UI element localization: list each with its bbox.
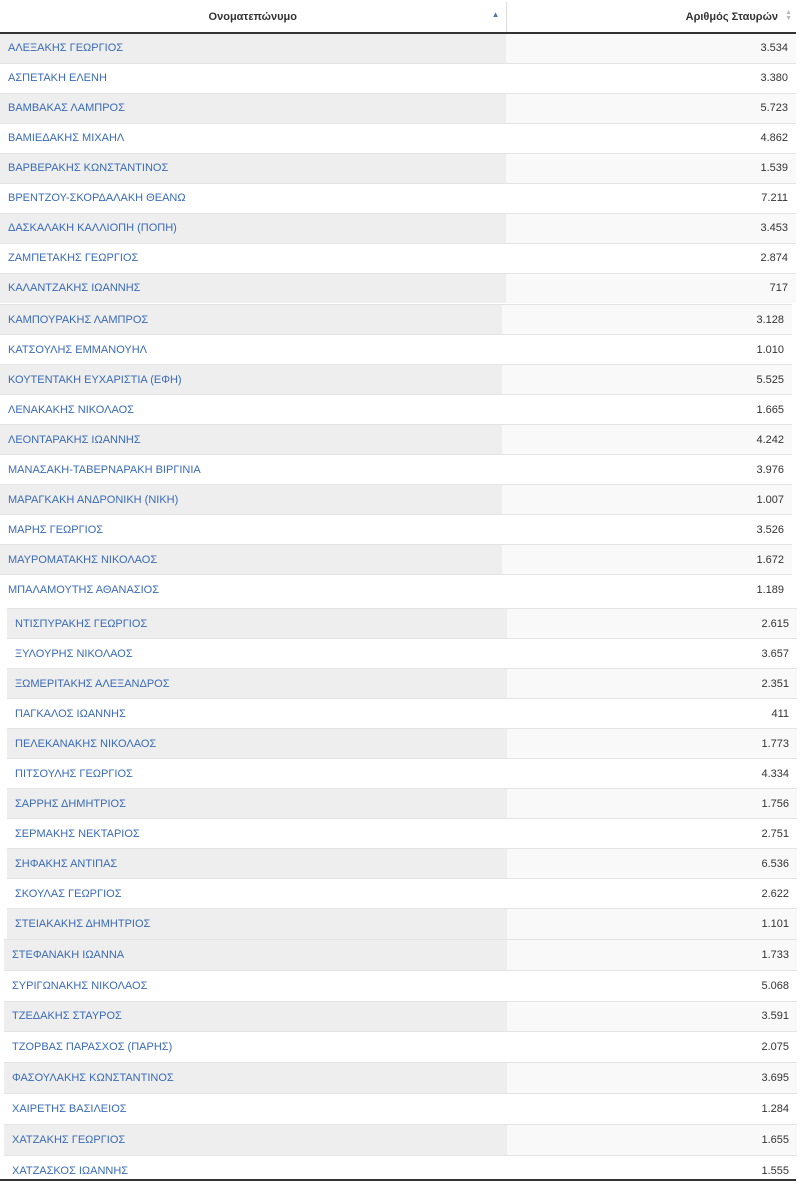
sort-ascending-icon: ▲ bbox=[491, 10, 500, 19]
table-row bbox=[4, 940, 797, 971]
table-segment-3 bbox=[7, 608, 797, 939]
candidate-name-link[interactable]: ΣΥΡΙΓΩΝΑΚΗΣ ΝΙΚΟΛΑΟΣ bbox=[4, 970, 507, 1001]
votes-count: 3.695 bbox=[507, 1063, 797, 1094]
candidate-name-link[interactable]: ΠΑΓΚΑΛΟΣ ΙΩΑΝΝΗΣ bbox=[7, 699, 507, 729]
sort-both-icon: ▲ ▼ bbox=[785, 9, 792, 22]
candidate-name-link[interactable]: ΜΑΝΑΣΑΚΗ-ΤΑΒΕΡΝΑΡΑΚΗ ΒΙΡΓΙΝΙΑ bbox=[0, 455, 502, 485]
candidate-name-link[interactable]: ΣΗΦΑΚΗΣ ΑΝΤΙΠΑΣ bbox=[7, 849, 507, 879]
candidate-name-link[interactable]: ΒΡΕΝΤΖΟΥ-ΣΚΟΡΔΑΛΑΚΗ ΘΕΑΝΩ bbox=[0, 183, 506, 213]
candidate-name-link[interactable]: ΞΥΛΟΥΡΗΣ ΝΙΚΟΛΑΟΣ bbox=[7, 639, 507, 669]
votes-count: 1.655 bbox=[507, 1124, 797, 1155]
candidate-name-link[interactable]: ΚΑΤΣΟΥΛΗΣ ΕΜΜΑΝΟΥΗΛ bbox=[0, 335, 502, 365]
table-row bbox=[7, 699, 797, 729]
table-row bbox=[7, 789, 797, 819]
table-body bbox=[4, 940, 797, 1186]
table-row bbox=[0, 93, 796, 123]
table-row bbox=[0, 335, 792, 365]
candidate-name-link[interactable]: ΣΤΕΙΑΚΑΚΗΣ ΔΗΜΗΤΡΙΟΣ bbox=[7, 909, 507, 939]
votes-count: 3.453 bbox=[506, 213, 796, 243]
table-row bbox=[0, 123, 796, 153]
table-row bbox=[0, 455, 792, 485]
votes-count: 2.751 bbox=[507, 819, 797, 849]
table-row bbox=[7, 819, 797, 849]
column-header-votes-label: Αριθμός Σταυρών bbox=[685, 11, 778, 23]
column-header-name-label: Ονοματεπώνυμο bbox=[208, 11, 297, 23]
table-row bbox=[7, 729, 797, 759]
candidate-name-link[interactable]: ΞΩΜΕΡΙΤΑΚΗΣ ΑΛΕΞΑΝΔΡΟΣ bbox=[7, 669, 507, 699]
candidate-name-link[interactable]: ΜΑΡΗΣ ΓΕΩΡΓΙΟΣ bbox=[0, 515, 502, 545]
candidate-name-link[interactable]: ΣΑΡΡΗΣ ΔΗΜΗΤΡΙΟΣ bbox=[7, 789, 507, 819]
candidate-name-link[interactable]: ΠΙΤΣΟΥΛΗΣ ΓΕΩΡΓΙΟΣ bbox=[7, 759, 507, 789]
candidate-name-link[interactable]: ΧΑΤΖΑΚΗΣ ΓΕΩΡΓΙΟΣ bbox=[4, 1124, 507, 1155]
votes-count: 1.539 bbox=[506, 153, 796, 183]
table-body bbox=[7, 609, 797, 939]
votes-count: 1.733 bbox=[507, 940, 797, 971]
candidate-name-link[interactable]: ΜΑΥΡΟΜΑΤΑΚΗΣ ΝΙΚΟΛΑΟΣ bbox=[0, 545, 502, 575]
table-row bbox=[0, 33, 796, 63]
table-row bbox=[4, 1155, 797, 1186]
candidate-name-link[interactable]: ΧΑΙΡΕΤΗΣ ΒΑΣΙΛΕΙΟΣ bbox=[4, 1093, 507, 1124]
candidate-name-link[interactable]: ΤΖΕΔΑΚΗΣ ΣΤΑΥΡΟΣ bbox=[4, 1001, 507, 1032]
table-body bbox=[0, 33, 796, 303]
candidate-name-link[interactable]: ΑΣΠΕΤΑΚΗ ΕΛΕΝΗ bbox=[0, 63, 506, 93]
table-bottom-border bbox=[0, 1179, 796, 1181]
votes-count: 5.723 bbox=[506, 93, 796, 123]
table-row bbox=[7, 879, 797, 909]
candidate-name-link[interactable]: ΤΖΟΡΒΑΣ ΠΑΡΑΣΧΟΣ (ΠΑΡΗΣ) bbox=[4, 1032, 507, 1063]
table-row bbox=[4, 1032, 797, 1063]
table-row bbox=[7, 669, 797, 699]
candidate-name-link[interactable]: ΚΑΜΠΟΥΡΑΚΗΣ ΛΑΜΠΡΟΣ bbox=[0, 305, 502, 335]
table-row bbox=[7, 609, 797, 639]
candidate-name-link[interactable]: ΜΠΑΛΑΜΟΥΤΗΣ ΑΘΑΝΑΣΙΟΣ bbox=[0, 575, 502, 605]
table-row bbox=[7, 759, 797, 789]
votes-count: 4.242 bbox=[502, 425, 792, 455]
table-row bbox=[7, 909, 797, 939]
table-row bbox=[0, 425, 792, 455]
table-row bbox=[0, 515, 792, 545]
candidate-name-link[interactable]: ΚΑΛΑΝΤΖΑΚΗΣ ΙΩΑΝΝΗΣ bbox=[0, 273, 506, 303]
votes-count: 3.128 bbox=[502, 305, 792, 335]
votes-count: 7.211 bbox=[506, 183, 796, 213]
table-row bbox=[0, 575, 792, 605]
candidate-name-link[interactable]: ΜΑΡΑΓΚΑΚΗ ΑΝΔΡΟΝΙΚΗ (ΝΙΚΗ) bbox=[0, 485, 502, 515]
votes-count: 3.657 bbox=[507, 639, 797, 669]
votes-count: 3.976 bbox=[502, 455, 792, 485]
table-segment-2 bbox=[0, 304, 792, 605]
candidate-name-link[interactable]: ΠΕΛΕΚΑΝΑΚΗΣ ΝΙΚΟΛΑΟΣ bbox=[7, 729, 507, 759]
column-header-votes[interactable] bbox=[506, 2, 796, 33]
votes-count: 1.010 bbox=[502, 335, 792, 365]
table-row bbox=[0, 273, 796, 303]
votes-count: 3.526 bbox=[502, 515, 792, 545]
votes-count: 2.615 bbox=[507, 609, 797, 639]
table-row bbox=[0, 63, 796, 93]
votes-count: 1.672 bbox=[502, 545, 792, 575]
votes-count: 2.351 bbox=[507, 669, 797, 699]
table-row bbox=[0, 213, 796, 243]
table-row bbox=[7, 639, 797, 669]
candidate-name-link[interactable]: ΧΑΤΖΑΣΚΟΣ ΙΩΑΝΝΗΣ bbox=[4, 1155, 507, 1186]
votes-count: 2.622 bbox=[507, 879, 797, 909]
votes-count: 3.380 bbox=[506, 63, 796, 93]
votes-count: 1.756 bbox=[507, 789, 797, 819]
candidate-name-link[interactable]: ΒΑΜΙΕΔΑΚΗΣ ΜΙΧΑΗΛ bbox=[0, 123, 506, 153]
table-row bbox=[4, 1093, 797, 1124]
votes-count: 3.591 bbox=[507, 1001, 797, 1032]
votes-count: 2.874 bbox=[506, 243, 796, 273]
votes-count: 1.101 bbox=[507, 909, 797, 939]
candidate-name-link[interactable]: ΣΚΟΥΛΑΣ ΓΕΩΡΓΙΟΣ bbox=[7, 879, 507, 909]
votes-count: 2.075 bbox=[507, 1032, 797, 1063]
votes-count: 411 bbox=[507, 699, 797, 729]
candidate-name-link[interactable]: ΖΑΜΠΕΤΑΚΗΣ ΓΕΩΡΓΙΟΣ bbox=[0, 243, 506, 273]
candidate-name-link[interactable]: ΛΕΝΑΚΑΚΗΣ ΝΙΚΟΛΑΟΣ bbox=[0, 395, 502, 425]
votes-count: 1.189 bbox=[502, 575, 792, 605]
table-row bbox=[0, 545, 792, 575]
table-row bbox=[0, 365, 792, 395]
votes-count: 6.536 bbox=[507, 849, 797, 879]
table-row bbox=[4, 1063, 797, 1094]
candidate-name-link[interactable]: ΚΟΥΤΕΝΤΑΚΗ ΕΥΧΑΡΙΣΤΙΑ (ΕΦΗ) bbox=[0, 365, 502, 395]
column-header-name[interactable] bbox=[0, 2, 506, 33]
table-row bbox=[7, 849, 797, 879]
candidate-name-link[interactable]: ΑΛΕΞΑΚΗΣ ΓΕΩΡΓΙΟΣ bbox=[0, 33, 506, 63]
candidate-name-link[interactable]: ΝΤΙΣΠΥΡΑΚΗΣ ΓΕΩΡΓΙΟΣ bbox=[7, 609, 507, 639]
candidate-name-link[interactable]: ΣΤΕΦΑΝΑΚΗ ΙΩΑΝΝΑ bbox=[4, 940, 507, 971]
votes-count: 1.555 bbox=[507, 1155, 797, 1186]
candidate-name-link[interactable]: ΦΑΣΟΥΛΑΚΗΣ ΚΩΝΣΤΑΝΤΙΝΟΣ bbox=[4, 1063, 507, 1094]
table-segment-1 bbox=[0, 2, 796, 303]
votes-count: 3.534 bbox=[506, 33, 796, 63]
table-row bbox=[4, 1001, 797, 1032]
votes-count: 717 bbox=[506, 273, 796, 303]
votes-table bbox=[0, 2, 796, 303]
table-row bbox=[0, 153, 796, 183]
votes-count: 4.862 bbox=[506, 123, 796, 153]
candidate-name-link[interactable]: ΒΑΜΒΑΚΑΣ ΛΑΜΠΡΟΣ bbox=[0, 93, 506, 123]
votes-count: 1.007 bbox=[502, 485, 792, 515]
table-row bbox=[0, 485, 792, 515]
votes-count: 5.525 bbox=[502, 365, 792, 395]
votes-count: 5.068 bbox=[507, 970, 797, 1001]
votes-count: 1.284 bbox=[507, 1093, 797, 1124]
table-segment-4 bbox=[4, 939, 797, 1186]
table-row bbox=[4, 970, 797, 1001]
table-row bbox=[4, 1124, 797, 1155]
candidate-name-link[interactable]: ΣΕΡΜΑΚΗΣ ΝΕΚΤΑΡΙΟΣ bbox=[7, 819, 507, 849]
table-row bbox=[0, 395, 792, 425]
table-row bbox=[0, 183, 796, 213]
votes-count: 4.334 bbox=[507, 759, 797, 789]
table-header-row bbox=[0, 2, 796, 33]
table-row bbox=[0, 243, 796, 273]
table-body bbox=[0, 305, 792, 605]
votes-count: 1.665 bbox=[502, 395, 792, 425]
table-row bbox=[0, 305, 792, 335]
candidate-name-link[interactable]: ΔΑΣΚΑΛΑΚΗ ΚΑΛΛΙΟΠΗ (ΠΟΠΗ) bbox=[0, 213, 506, 243]
candidate-name-link[interactable]: ΛΕΟΝΤΑΡΑΚΗΣ ΙΩΑΝΝΗΣ bbox=[0, 425, 502, 455]
votes-count: 1.773 bbox=[507, 729, 797, 759]
candidate-name-link[interactable]: ΒΑΡΒΕΡΑΚΗΣ ΚΩΝΣΤΑΝΤΙΝΟΣ bbox=[0, 153, 506, 183]
